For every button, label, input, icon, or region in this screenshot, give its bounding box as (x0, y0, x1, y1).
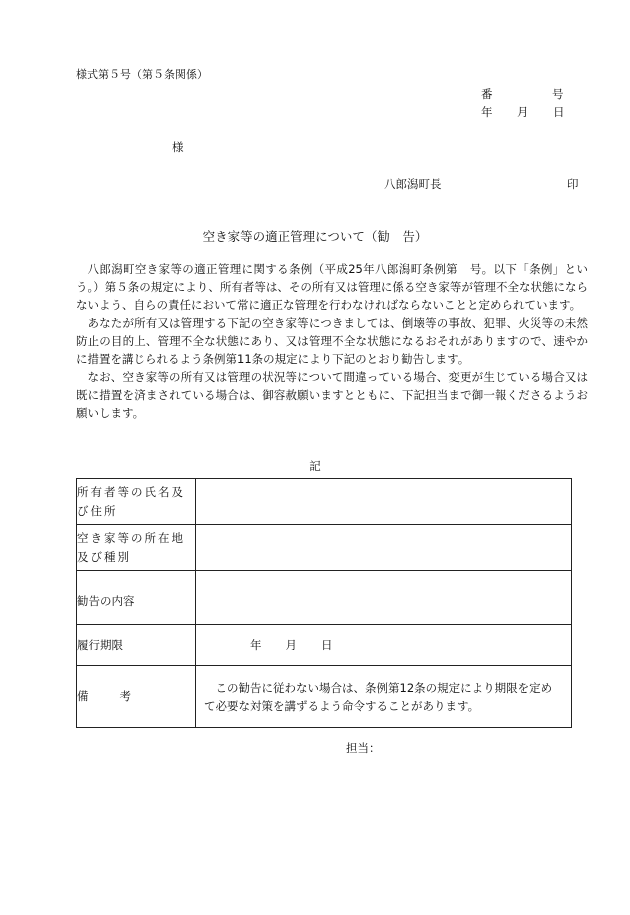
sender-name: 八郎潟町長 (384, 177, 442, 191)
deadline-month: 月 (285, 638, 297, 652)
remarks-label-char: 考 (119, 689, 131, 703)
deadline-value (196, 625, 572, 666)
recommendation-table (76, 478, 572, 728)
remarks-label-char: 備 (77, 689, 89, 703)
number-suffix: 号 (552, 87, 564, 101)
ki-heading: 記 (309, 459, 321, 473)
seal-mark: 印 (567, 177, 579, 191)
remarks-text: この勧告に従わない場合は、条例第12条の規定により期限を定めて必要な対策を講ずるよう命令することがあります。 (204, 680, 553, 713)
owner-value (196, 479, 572, 525)
body-paragraph: あなたが所有又は管理する下記の空き家等につきましては、倒壊等の事故、犯罪、火災等の未然防止の目的上、管理不全な状態にあり、又は管理不全な状態になるおそれがありますので、速やかに措置を講じられるよう条例第11条の規定により下記のとおり勧告します。 (76, 316, 588, 366)
contact-label: 担当： (346, 741, 381, 755)
body-text (76, 260, 588, 422)
number-label: 番 (481, 87, 493, 101)
content-label: 勧告の内容 (77, 571, 196, 625)
date-year: 年 (481, 105, 493, 119)
deadline-label: 履行期限 (77, 625, 196, 666)
location-label: 空き家等の所在地及び種別 (77, 525, 196, 571)
table-row (77, 666, 572, 728)
document-title: 空き家等の適正管理について（勧 告） (202, 229, 428, 244)
remarks-label (77, 666, 196, 728)
addressee-suffix: 様 (172, 140, 184, 154)
form-number: 様式第５号（第５条関係） (76, 68, 208, 81)
table-row (77, 525, 572, 571)
deadline-year: 年 (250, 638, 262, 652)
content-value (196, 571, 572, 625)
date-month: 月 (517, 105, 529, 119)
body-paragraph: 八郎潟町空き家等の適正管理に関する条例（平成25年八郎潟町条例第 号。以下「条例」という。）第５条の規定により、所有者等は、その所有又は管理に係る空き家等が管理不全な状態にならないよう、自らの責任において常に適正な管理を行わなければならないことと定められています。 (76, 262, 588, 312)
table-row (77, 571, 572, 625)
body-paragraph: なお、空き家等の所有又は管理の状況等について間違っている場合、変更が生じている場合又は既に措置を済まされている場合は、御容赦願いますとともに、下記担当まで御一報くださるようお願いします。 (76, 370, 588, 420)
table-row (77, 479, 572, 525)
remarks-value (196, 666, 572, 728)
deadline-day: 日 (321, 638, 333, 652)
location-value (196, 525, 572, 571)
date-day: 日 (553, 105, 565, 119)
owner-label: 所有者等の氏名及び住所 (77, 479, 196, 525)
table-row (77, 625, 572, 666)
